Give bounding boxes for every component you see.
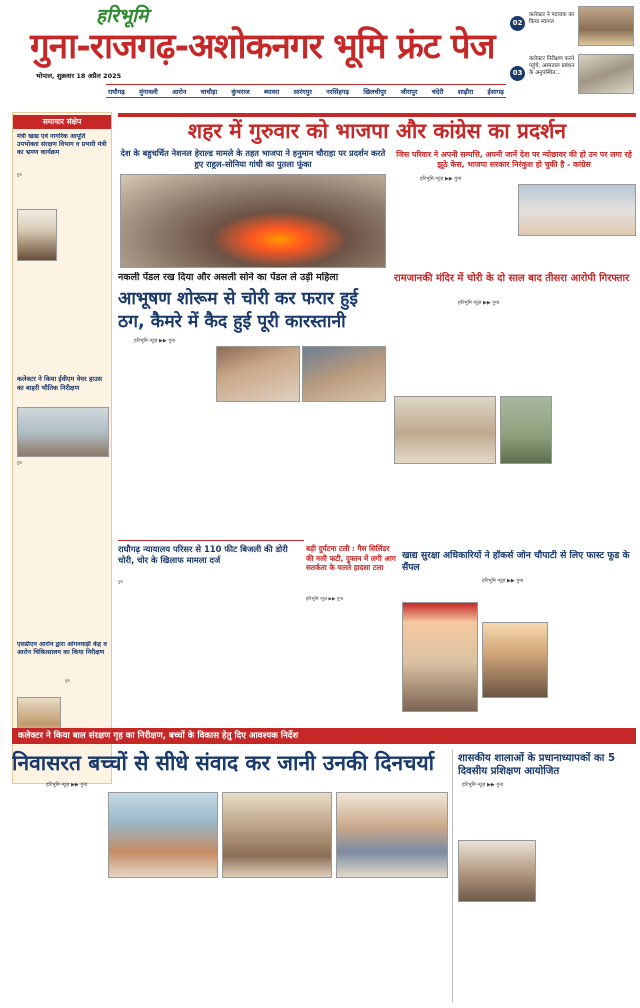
district-link[interactable]: खिलचीपुर bbox=[363, 87, 387, 96]
promo-number: 03 bbox=[510, 66, 525, 81]
sidebar bbox=[12, 112, 112, 784]
promo-box bbox=[508, 4, 636, 100]
food-body bbox=[482, 586, 636, 620]
brand-logo: हरिभूमि bbox=[96, 5, 149, 27]
banner-text[interactable]: कलेक्टर ने किया बाल संरक्षण गृह का निरीक्षण, बच्चों के विकास हेतु दिए आवश्यक निर्देश bbox=[18, 731, 299, 741]
cctv-photo-2 bbox=[302, 346, 386, 402]
sidebar-header: समाचार संक्षेप bbox=[13, 115, 111, 129]
court-headline[interactable]: राघौगढ़ न्यायालय परिसर से 110 फीट बिजली की डोरी चोरी, चोर के खिलाफ मामला दर्ज bbox=[118, 544, 288, 565]
children-body bbox=[336, 882, 448, 1002]
children-photo-3 bbox=[336, 792, 448, 878]
sidebar-byline: गुना bbox=[17, 173, 22, 177]
police-photo bbox=[394, 396, 496, 464]
court-body bbox=[118, 580, 304, 720]
banner-strip bbox=[12, 728, 636, 744]
cylinder-body bbox=[306, 604, 398, 654]
temple-headline[interactable]: रामजानकी मंदिर में चोरी के दो साल बाद तीसरा आरोपी गिरफ्तार bbox=[394, 273, 630, 284]
promo-photo bbox=[578, 54, 634, 94]
district-link[interactable]: नरसिंहगढ़ bbox=[326, 87, 349, 96]
promo-text: कलेक्टर निरीक्षण करने पहुंचे, अस्पताल प्रबंधन के अनुपस्थित... bbox=[529, 56, 575, 76]
schools-body bbox=[458, 906, 536, 1002]
sidebar-headline[interactable]: मंत्री खाद्य एवं नागरिक आपूर्ति उपभोक्ता संरक्षण विभाग व प्रभारी मंत्री का भ्रमण कार्यक्रम bbox=[17, 133, 107, 156]
dateline: भोपाल, शुक्रवार 18 अप्रैल 2025 bbox=[36, 72, 122, 80]
congress-caption bbox=[518, 240, 636, 268]
district-link[interactable]: सारंगपुर bbox=[293, 87, 312, 96]
theft-byline: हरिभूमि न्यूज़ ▶▶ गुना bbox=[134, 338, 176, 344]
theft-headline[interactable]: आभूषण शोरूम से चोरी कर फरार हुई ठग, कैमरे में कैद हुई पूरी कारस्तानी bbox=[118, 289, 358, 332]
children-headline[interactable]: निवासरत बच्चों से सीधे संवाद कर जानी उनकी दिनचर्या bbox=[12, 751, 435, 775]
district-link[interactable]: चाचौड़ा bbox=[200, 87, 218, 96]
schools-byline: हरिभूमि न्यूज़ ▶▶ गुना bbox=[462, 782, 504, 788]
district-link[interactable]: राघौगढ़ bbox=[108, 87, 125, 96]
cylinder-byline: हरिभूमि न्यूज़ ▶▶ गुना bbox=[306, 597, 344, 602]
temple-body bbox=[394, 468, 552, 546]
main-headline-bar bbox=[118, 113, 636, 117]
children-body bbox=[108, 882, 218, 1002]
cctv-photo-1 bbox=[216, 346, 300, 402]
congress-body bbox=[392, 184, 514, 268]
theft-body bbox=[118, 346, 214, 536]
warehouse-photo bbox=[17, 407, 109, 457]
food-headline[interactable]: खाद्य सुरक्षा अधिकारियों ने हॉकर्स जोन चौपाटी से लिए फास्ट फूड के सैंपल bbox=[402, 550, 630, 573]
district-link[interactable]: जीरापुर bbox=[400, 87, 418, 96]
food-photo bbox=[482, 622, 548, 698]
children-body bbox=[222, 882, 332, 1002]
promo-photo bbox=[578, 6, 634, 46]
sidebar-headline[interactable]: एसडीएम आरोन द्वारा आंगनवाड़ी केंद्र व आरोन चिकित्सालय का किया निरीक्षण bbox=[17, 641, 107, 656]
cylinder-body bbox=[306, 656, 398, 722]
children-body bbox=[12, 792, 104, 1002]
temple-body bbox=[556, 396, 636, 546]
district-link[interactable]: शाढ़ौरा bbox=[457, 87, 474, 96]
theft-kicker[interactable]: नकली पेंडल रख दिया और असली सोने का पेंडल ले उड़ी महिला bbox=[118, 272, 339, 283]
promo-item[interactable] bbox=[508, 4, 636, 48]
district-link[interactable]: आरोन bbox=[172, 87, 187, 96]
page-title: गुना-राजगढ़-अशोकनगर भूमि फ्रंट पेज bbox=[30, 27, 495, 67]
promo-item[interactable] bbox=[508, 52, 636, 100]
district-link[interactable]: मुंगावली bbox=[139, 87, 158, 96]
shop-photo bbox=[402, 602, 478, 712]
cylinder-headline[interactable]: बड़ी दुर्घटना टली : गैस सिलिंडर की नली फटी, दुकान में लगी आग सतर्कता के चलते हादसा टला bbox=[306, 544, 396, 572]
theft-body bbox=[216, 404, 300, 536]
masthead bbox=[0, 0, 640, 100]
main-headline[interactable]: शहर में गुरुवार को भाजपा और कांग्रेस का प्रदर्शन bbox=[187, 119, 567, 143]
minister-photo bbox=[17, 209, 57, 261]
food-byline: हरिभूमि न्यूज़ ▶▶ गुना bbox=[482, 578, 524, 584]
court-byline: गुना bbox=[118, 580, 123, 584]
theft-body bbox=[302, 404, 386, 536]
accused-photo bbox=[500, 396, 552, 464]
protest-photo bbox=[120, 174, 386, 268]
district-link[interactable]: कुंभराज bbox=[231, 87, 250, 96]
court-rule bbox=[118, 540, 304, 541]
temple-body bbox=[394, 308, 636, 394]
district-link[interactable]: ईसागढ़ bbox=[487, 87, 504, 96]
congress-story-headline[interactable]: जिस परिवार ने अपनी सम्पत्ति, अपनी जानें देश पर न्योछावर की हो उन पर लगा रहे झूठे केस, भाजपा सरकार निरंकुश हो चुकी है - कांग्रेस bbox=[396, 150, 632, 169]
children-photo-2 bbox=[222, 792, 332, 878]
district-link[interactable]: चंदेरी bbox=[431, 87, 444, 96]
bjp-story-headline[interactable]: देश के बहुचर्चित नेशनल हेराल्ड मामले के तहत भाजपा ने हनुमान चौराहा पर प्रदर्शन करते हुए राहुल-सोनिया गांधी का पुतला फूंका bbox=[120, 148, 386, 169]
children-photo-1 bbox=[108, 792, 218, 878]
children-byline: हरिभूमि न्यूज़ ▶▶ गुना bbox=[46, 782, 88, 788]
district-link[interactable]: ब्यावरा bbox=[264, 87, 280, 96]
congress-byline: हरिभूमि न्यूज़ ▶▶ गुना bbox=[420, 176, 462, 182]
district-bar bbox=[106, 84, 506, 98]
sidebar-byline: गुना bbox=[17, 461, 22, 465]
promo-number: 02 bbox=[510, 16, 525, 31]
schools-rule bbox=[452, 750, 453, 1002]
training-photo bbox=[458, 840, 536, 902]
promo-text: कलेक्टर ने पदयात्रा का किया स्वागत bbox=[529, 12, 575, 25]
schools-headline[interactable]: शासकीय शालाओं के प्रधानाध्यापकों का 5 दिवसीय प्रशिक्षण आयोजित bbox=[458, 753, 616, 777]
schools-body bbox=[458, 790, 536, 838]
sidebar-body bbox=[17, 173, 109, 205]
sidebar-byline: गुना bbox=[65, 679, 70, 683]
sidebar-headline[interactable]: कलेक्टर ने किया ईवीएम वेयर हाउस का बाहरी भौतिक निरीक्षण bbox=[17, 375, 103, 392]
congress-photo bbox=[518, 184, 636, 236]
food-body bbox=[552, 622, 636, 722]
sidebar-body bbox=[17, 461, 109, 637]
schools-body bbox=[540, 790, 636, 1002]
temple-byline: हरिभूमि न्यूज़ ▶▶ गुना bbox=[458, 300, 500, 306]
